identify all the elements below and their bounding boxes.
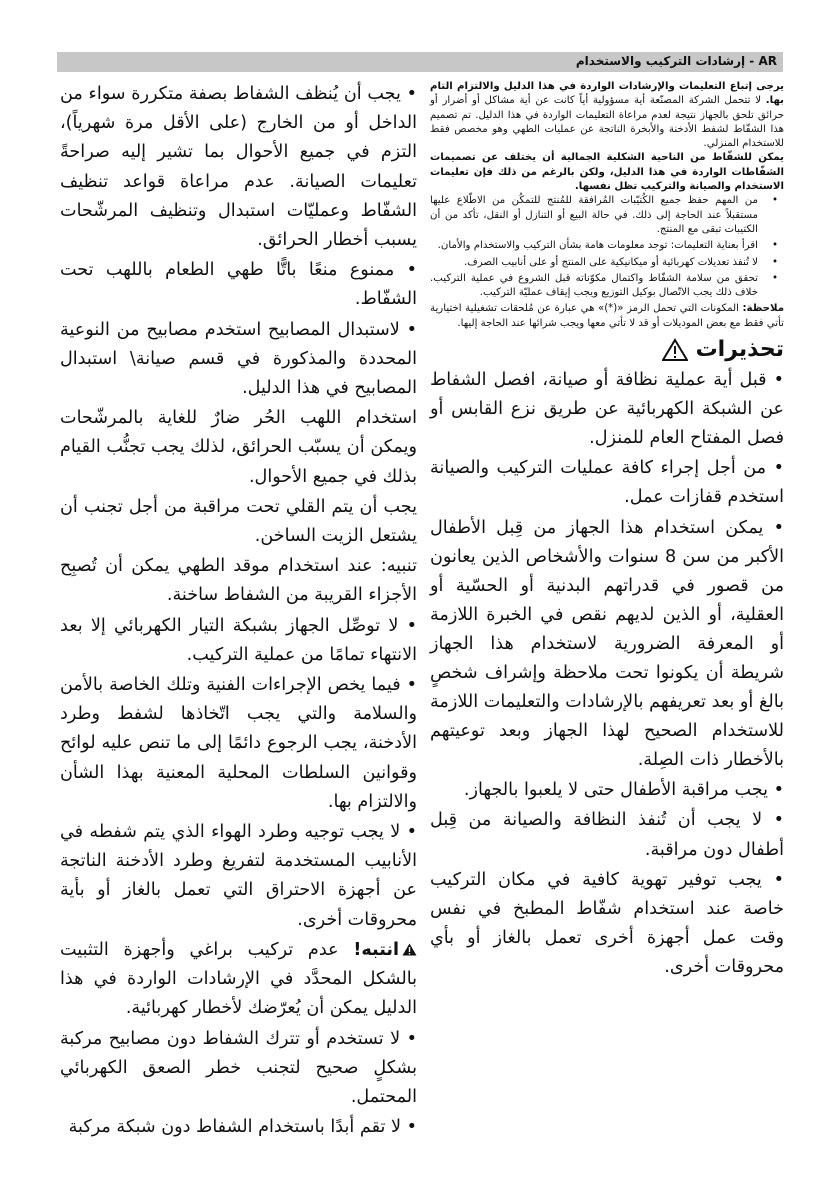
warning-paragraph: • من أجل إجراء كافة عمليات التركيب والصيانة استخدم قفازات عمل. (430, 458, 784, 508)
left-column (60, 80, 417, 1143)
body-paragraph: • لا يجب توجيه وطرد الهواء الذي يتم شفطه في الأنابيب المستخدمة لتفريغ وطرد الأدخنة الناتجة عن أجهزة الاحتراق التي تعمل بالغاز أو بأية محروقات أخرى. (60, 822, 417, 930)
intro-paragraph (430, 80, 784, 151)
intro-bold: يرجى إتباع التعليمات والإرشادات الواردة في هذا الدليل والالتزام التام بها. (430, 81, 784, 107)
body-paragraph: يجب أن يتم القلي تحت مراقبة من أجل تجنب أن يشتعل الزيت الساخن. (60, 496, 417, 547)
small-bullet: • لا تُنفذ تعديلات كهربائية أو ميكانيكية على المنتج أو على أنابيب الصرف. (430, 256, 784, 270)
warning-filled-icon (402, 943, 417, 956)
header-bar (57, 52, 783, 72)
small-bullet: • من المهم حفظ جميع الكُتيّبات المُرافقة للمُنتج للتمكُن من الاطّلاع عليها مستقبلاً عند الحاجة إلى ذلك. في حالة البيع أو التنازل أو النقل، تأكد من أن الكتيبات تبقى مع المنتج. (430, 194, 784, 237)
warning-paragraph: • يجب مراقبة الأطفال حتى لا يلعبوا بالجهاز. (463, 780, 784, 801)
warning-paragraph: • يمكن استخدام هذا الجهاز من قِبل الأطفال الأكبر من سن 8 سنوات والأشخاص الذين يعانون من قصور في قدراتهم البدنية أو الحسّية أو العقلية، أو الذين لديهم نقص في الخبرة اللازمة أو المعرفة الضرورية لاستخدام هذا الجهاز شريطة أن يكونوا تحت ملاحظة وإشراف شخصٍ بالغ أو بعد تعريفهم بالإرشادات والتعليمات اللازمة للاستخدام الصحيح لهذا الجهاز وبعد توعيتهم بالأخطار ذات الصِلة. (430, 517, 784, 771)
caution-label: انتبه! (353, 939, 400, 960)
right-column (430, 80, 784, 983)
warning-paragraph: • لا يجب أن تُنفذ النظافة والصيانة من قِبل أطفال دون مراقبة. (430, 810, 784, 860)
warning-triangle-icon (662, 338, 688, 362)
body-paragraph: • لا تقم أبدًا باستخدام الشفاط دون شبكة مركبة (68, 1117, 417, 1138)
small-bullet: • اقرأ بعناية التعليمات: توجد معلومات هامة بشأن التركيب والاستخدام والأمان. (430, 239, 784, 253)
warnings-title: تحذيرات (695, 337, 784, 363)
design-note: يمكن للشفّاط من الناحية الشكلية الجمالية أن يختلف عن تصميمات الشفّاطات الواردة في هذا الدليل، ولكن بالرغم من ذلك فإن تعليمات الاستخدام والصيانة والتركيب تظل نفسها. (430, 152, 784, 193)
body-paragraph: • لا تستخدم أو تترك الشفاط دون مصابيح مركبة بشكلٍ صحيح لتجنب خطر الصعق الكهربائي المحتمل. (60, 1028, 417, 1107)
small-bullet: • تحقق من سلامة الشفّاط واكتمال مكوّناته قبل الشروع في عملية التركيب. خلاف ذلك يجب الاتّصال بوكيل التوزيع ويجب إيقاف عمليّة التركيب. (430, 272, 784, 301)
body-paragraph: • يجب أن يُنظف الشفاط بصفة متكررة سواء من الداخل أو من الخارج (على الأقل مرة شهرياً)، التزم في جميع الأحوال بما تشير إليه صراحةً تعليمات الصيانة. عدم مراعاة قواعد تنظيف الشفّاط وعمليّات استبدال وتنظيف المرشّحات يسبب أخطار الحرائق. (60, 84, 417, 251)
body-paragraph: • لاستبدال المصابيح استخدم مصابيح من النوعية المحددة والمذكورة في قسم صيانة\ استبدال المصابيح في هذا الدليل. (60, 319, 417, 399)
warning-paragraph: • يجب توفير تهوية كافية في مكان التركيب خاصة عند استخدام شفّاط المطبخ في نفس وقت عمل أجهزة أخرى تعمل بالغاز أو بأي محروقات أخرى. (430, 869, 784, 977)
body-paragraph: • فيما يخص الإجراءات الفنية وتلك الخاصة بالأمن والسلامة والتي يجب اتّخاذها لشفط وطرد الأدخنة، يجب الرجوع دائمًا إلى ما تنص عليه لوائح وقوانين السلطات المحلية المعنية بهذا الشأن والالتزام بها. (60, 675, 417, 812)
body-paragraph: • ممنوع منعًا باتًّا طهي الطعام باللهب تحت الشفّاط. (60, 260, 417, 310)
page-header-title: AR - إرشادات التركيب والاستخدام (575, 54, 777, 68)
body-paragraph: • لا توصِّل الجهاز بشبكة التيار الكهربائي إلا بعد الانتهاء تمامًا من عملية التركيب. (60, 615, 417, 665)
note-text: المكونات التي تحمل الرمز «(*)» هي عبارة عن مُلحقات تشغيلية اختيارية تأتي فقط مع بعض الموديلات أو قد لا تأتي معها ويجب شرائها عند الحاجة إليها. (430, 303, 784, 329)
warning-paragraph: • قبل أية عملية نظافة أو صيانة، افصل الشفاط عن الشبكة الكهربائية عن طريق نزع القابس أو فصل المفتاح العام للمنزل. (430, 370, 784, 449)
body-paragraph: استخدام اللهب الحُر ضارٌ للغاية بالمرشّحات ويمكن أن يسبّب الحرائق، لذلك يجب تجنُّب القيام بذلك في جميع الأحوال. (60, 408, 417, 487)
caution-paragraph (60, 936, 417, 1024)
intro-text: لا تتحمل الشركة المصنّعة أية مسؤولية أياً كانت عن أية مشاكل أو أضرار أو حرائق تلحق بالجهاز نتيجة لعدم مراعاة التعليمات الواردة في هذا الدليل. تم تصميم هذا الشفّاط لشفط الأدخنة والأبخرة الناتجة عن عمليات الطهي وهو مخصص فقط للاستخدام المنزلي. (430, 95, 784, 150)
note-paragraph (430, 302, 784, 331)
warnings-heading (430, 337, 784, 362)
body-paragraph: تنبيه: عند استخدام موقد الطهي يمكن أن تُصبِح الأجزاء القريبة من الشفاط ساخنة. (60, 556, 417, 606)
note-label: ملاحظة: (742, 303, 784, 315)
caution-text: عدم تركيب براغي وأجهزة التثبيت بالشكل المحدَّد في الإرشادات الواردة في هذا الدليل يمكن أن يُعرّضك لأخطار كهربائية. (60, 939, 417, 1019)
